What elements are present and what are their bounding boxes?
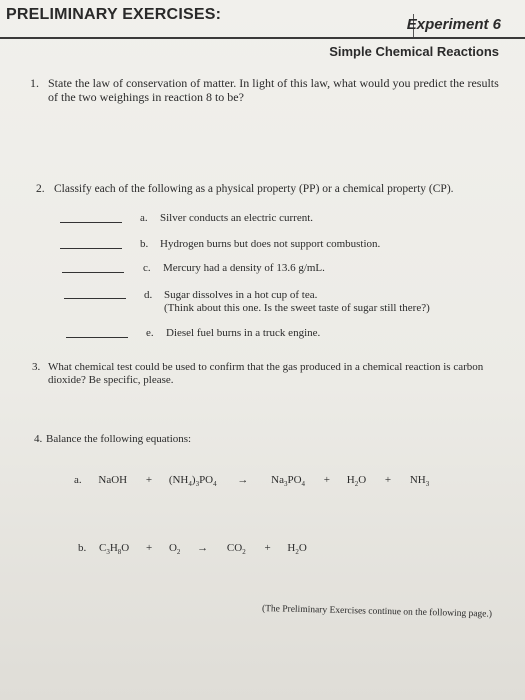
continuation-note: (The Preliminary Exercises continue on the following page.)	[261, 604, 493, 620]
equation-a-plus-2: +	[323, 474, 330, 486]
item-d-letter: d.	[144, 289, 153, 301]
equation-b-reactant-1: $C_3H_8O$	[99, 542, 130, 557]
experiment-label: Experiment 6	[406, 16, 501, 33]
reaction-arrow-icon: →	[197, 542, 209, 554]
equation-b-plus-1: +	[146, 542, 153, 554]
equation-a-product-1: $Na_3PO_4$	[271, 474, 306, 489]
question-2-number: 2.	[36, 183, 45, 195]
item-d-text: Sugar dissolves in a hot cup of tea.	[164, 289, 318, 301]
equation-a-reactant-2: $(NH_4)_3PO_4$	[168, 474, 217, 489]
page-title: PRELIMINARY EXERCISES:	[6, 6, 222, 23]
equation-b-label: b.	[78, 542, 87, 554]
answer-blank-e[interactable]	[66, 337, 128, 338]
item-c-letter: c.	[143, 262, 151, 274]
question-3-number: 3.	[32, 361, 41, 373]
item-b-letter: b.	[140, 238, 149, 250]
item-d-note: (Think about this one. Is the sweet taste of sugar still there?)	[164, 302, 430, 314]
equation-b-product-1: $CO_2$	[226, 542, 246, 557]
question-1-number: 1.	[30, 76, 39, 90]
item-c-text: Mercury had a density of 13.6 g/mL.	[163, 262, 325, 274]
experiment-subtitle: Simple Chemical Reactions	[329, 44, 499, 59]
answer-blank-c[interactable]	[62, 272, 124, 273]
equation-b-reactant-2: $O_2$	[168, 542, 181, 557]
equation-a-reactant-1: NaOH	[98, 474, 128, 486]
answer-blank-a[interactable]	[60, 222, 122, 223]
equation-b-plus-2: +	[264, 542, 271, 554]
item-b-text: Hydrogen burns but does not support combustion.	[160, 238, 381, 250]
question-4-text: Balance the following equations:	[46, 433, 192, 445]
item-a-text: Silver conducts an electric current.	[160, 212, 314, 224]
equation-b	[78, 542, 307, 556]
item-e-text: Diesel fuel burns in a truck engine.	[166, 327, 321, 339]
question-2-text: Classify each of the following as a physical property (PP) or a chemical property (CP).	[54, 183, 454, 195]
item-e-letter: e.	[146, 327, 154, 339]
equation-a-product-2: $H_2O$	[346, 474, 367, 489]
answer-blank-b[interactable]	[60, 248, 122, 249]
reaction-arrow-icon: →	[237, 474, 249, 486]
equation-b-product-2: $H_2O$	[287, 542, 307, 557]
question-3-text: What chemical test could be used to confirm that the gas produced in a chemical reaction is carbon dioxide? Be specific, please.	[48, 361, 484, 386]
question-4-number: 4.	[34, 433, 43, 445]
equation-a-plus-3: +	[384, 474, 392, 486]
equation-a-product-3: $NH_3$	[409, 474, 430, 489]
equation-a	[74, 474, 429, 488]
equation-a-plus-1: +	[145, 474, 153, 486]
question-1-text: State the law of conservation of matter. In light of this law, what would you predict the results of the two weighings in reaction 8 to be?	[48, 76, 499, 104]
item-a-letter: a.	[140, 212, 148, 224]
answer-blank-d[interactable]	[64, 298, 126, 299]
equation-a-label: a.	[74, 474, 82, 486]
header-rule	[0, 37, 525, 39]
